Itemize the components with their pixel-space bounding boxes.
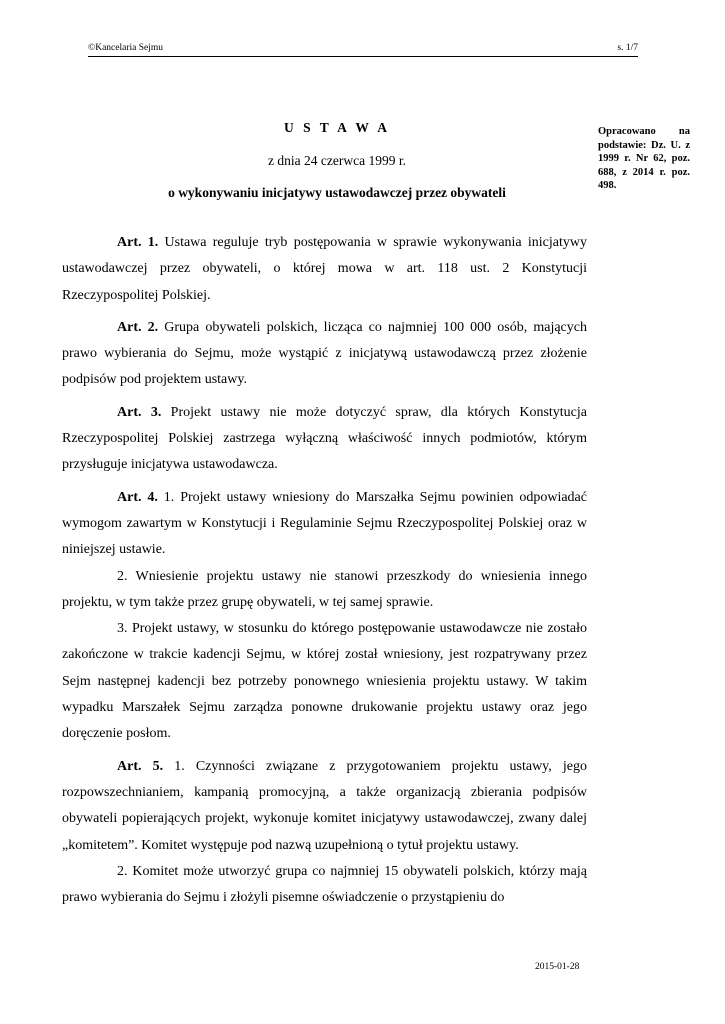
- document-kind: U S T A W A: [284, 120, 390, 135]
- article-label: Art. 3.: [117, 404, 162, 420]
- article-1: [62, 230, 587, 309]
- article-3: [62, 400, 587, 479]
- article-2: [62, 315, 587, 394]
- header-page-number: s. 1/7: [617, 43, 638, 53]
- title-block: [88, 118, 586, 203]
- article-paragraph: 2. Komitet może utworzyć grupa co najmniej 15 obywateli polskich, którzy mają prawo wybierania do Sejmu i złożyli pisemne oświadczenie o przystąpieniu do: [62, 863, 587, 906]
- page-header: [88, 42, 638, 57]
- article-label: Art. 4.: [117, 489, 158, 505]
- document-body: [62, 230, 587, 911]
- article-text: Projekt ustawy nie może dotyczyć spraw, dla których Konstytucja Rzeczypospolitej Polskiej zastrzega wyłączną właściwość innych podmiotów, którym przysługuje inicjatywa ustawodawcza.: [62, 404, 587, 473]
- article-label: Art. 2.: [117, 319, 159, 335]
- article-5: [62, 754, 587, 859]
- document-subject: o wykonywaniu inicjatywy ustawodawczej przez obywateli: [168, 185, 506, 200]
- article-text: Ustawa reguluje tryb postępowania w sprawie wykonywania inicjatywy ustawodawczej przez obywateli, o której mowa w art. 118 ust. 2 Konstytucji Rzeczypospolitej Polskiej.: [62, 235, 587, 303]
- document-date: z dnia 24 czerwca 1999 r.: [268, 153, 406, 168]
- article-text: 1. Projekt ustawy wniesiony do Marszałka Sejmu powinien odpowiadać wymogom zawartym w Konstytucji i Regulaminie Sejmu Rzeczypospolitej Polskiej oraz w niniejszej ustawie.: [62, 489, 587, 558]
- article-paragraph: 3. Projekt ustawy, w stosunku do którego postępowanie ustawodawcze nie zostało zakończone w trakcie kadencji Sejmu, w której został wniesiony, jest rozpatrywany przez Sejm następnej kadencji bez potrzeby ponownego wniesienia projektu ustawy. W takim wypadku Marszałek Sejmu zarządza ponowne drukowanie projektu ustawy oraz jego doręczenie posłom.: [62, 621, 587, 742]
- footer-date: 2015-01-28: [535, 962, 580, 972]
- article-text: 1. Czynności związane z przygotowaniem projektu ustawy, jego rozpowszechnianiem, kampanią promocyjną, a także organizacją zbierania podpisów obywateli popierających projekt, wykonuje komitet inicjatywy ustawodawczej, zwany dalej „komitetem”. Komitet występuje pod nazwą uzupełnioną o tytuł projektu ustawy.: [62, 758, 587, 853]
- article-label: Art. 1.: [117, 235, 159, 250]
- article-label: Art. 5.: [117, 758, 164, 774]
- article-paragraph: 2. Wniesienie projektu ustawy nie stanowi przeszkody do wniesienia innego projektu, w tym także przez grupę obywateli, w tej samej sprawie.: [62, 568, 587, 610]
- header-publisher: ©Kancelaria Sejmu: [88, 43, 164, 53]
- article-text: Grupa obywateli polskich, licząca co najmniej 100 000 osób, mających prawo wybierania do Sejmu, może wystąpić z inicjatywą ustawodawczą przez złożenie podpisów pod projektem ustawy.: [62, 319, 587, 388]
- source-note: Opracowano na podstawie: Dz. U. z 1999 r. Nr 62, poz. 688, z 2014 r. poz. 498.: [598, 126, 690, 191]
- article-4: [62, 485, 587, 564]
